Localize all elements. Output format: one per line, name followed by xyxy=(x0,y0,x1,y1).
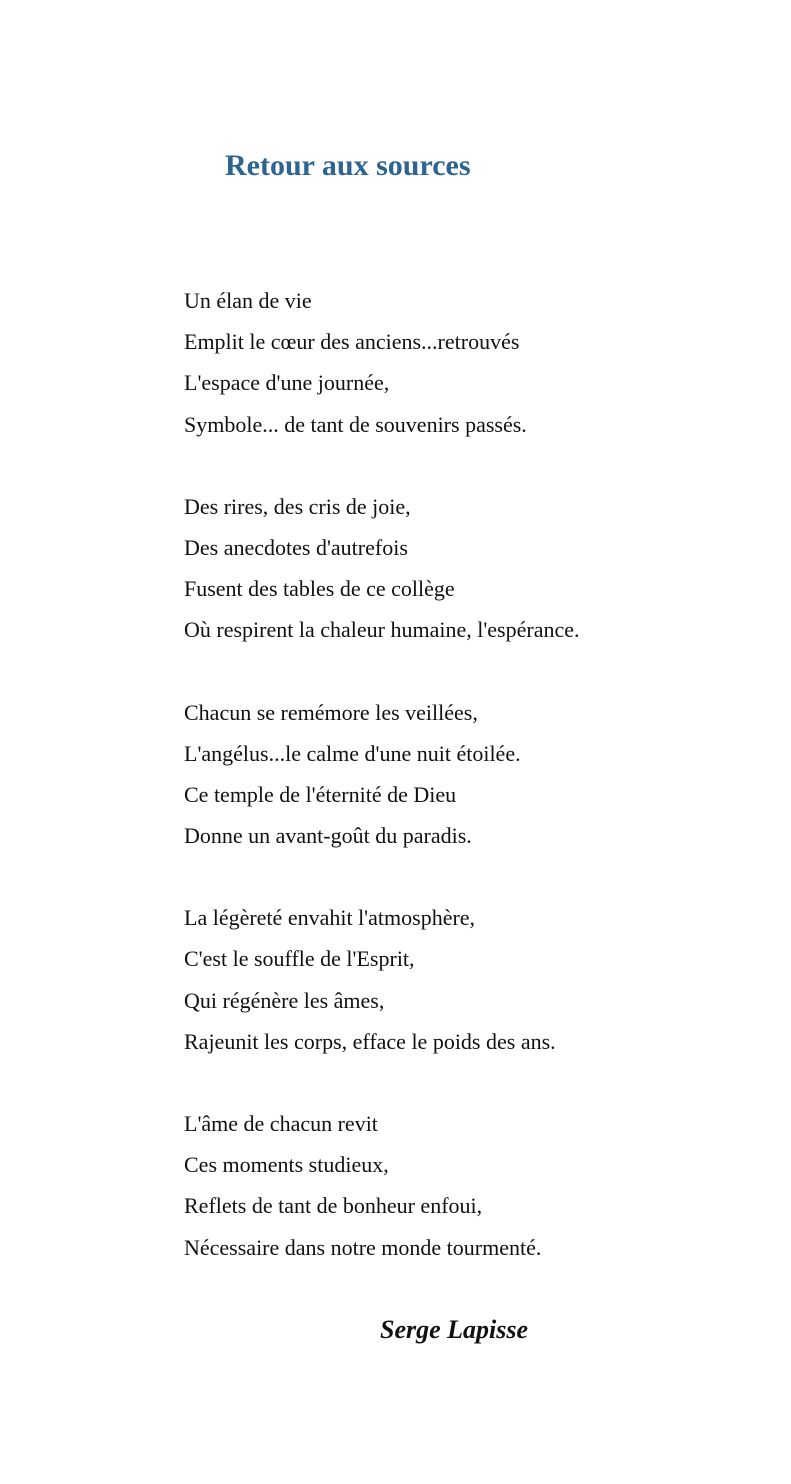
stanza-4 xyxy=(184,897,774,1062)
verse-line: Chacun se remémore les veillées, xyxy=(184,699,478,725)
verse-line: Où respirent la chaleur humaine, l'espérance. xyxy=(184,617,580,643)
stanza-5 xyxy=(184,1103,774,1268)
author-signature: Serge Lapisse xyxy=(380,1315,529,1344)
verse-line: C'est le souffle de l'Esprit, xyxy=(184,946,415,972)
verse-line: Nécessaire dans notre monde tourmenté. xyxy=(184,1234,542,1260)
verse-line: Des rires, des cris de joie, xyxy=(184,493,411,519)
verse-line: L'espace d'une journée, xyxy=(184,370,390,396)
verse-line: Rajeunit les corps, efface le poids des ans. xyxy=(184,1028,556,1054)
verse-line: Des anecdotes d'autrefois xyxy=(184,534,408,560)
verse-line: L'âme de chacun revit xyxy=(184,1111,378,1136)
stanza-3 xyxy=(184,692,774,857)
stanza-1 xyxy=(184,280,774,445)
verse-line: Emplit le cœur des anciens...retrouvés xyxy=(184,329,520,355)
verse-line: Qui régénère les âmes, xyxy=(184,987,385,1013)
verse-line: Ce temple de l'éternité de Dieu xyxy=(184,781,457,807)
stanza-2 xyxy=(184,486,774,651)
verse-line: Donne un avant-goût du paradis. xyxy=(184,823,472,849)
verse-line: Un élan de vie xyxy=(184,288,312,313)
verse-line: Symbole... de tant de souvenirs passés. xyxy=(184,411,527,437)
verse-line: Fusent des tables de ce collège xyxy=(184,576,455,602)
poem-title: Retour aux sources xyxy=(225,149,471,182)
verse-line: La légèreté envahit l'atmosphère, xyxy=(184,905,476,931)
poem-body xyxy=(184,280,774,1309)
verse-line: Ces moments studieux, xyxy=(184,1152,389,1178)
verse-line: Reflets de tant de bonheur enfoui, xyxy=(184,1193,483,1219)
verse-line: L'angélus...le calme d'une nuit étoilée. xyxy=(184,740,521,766)
